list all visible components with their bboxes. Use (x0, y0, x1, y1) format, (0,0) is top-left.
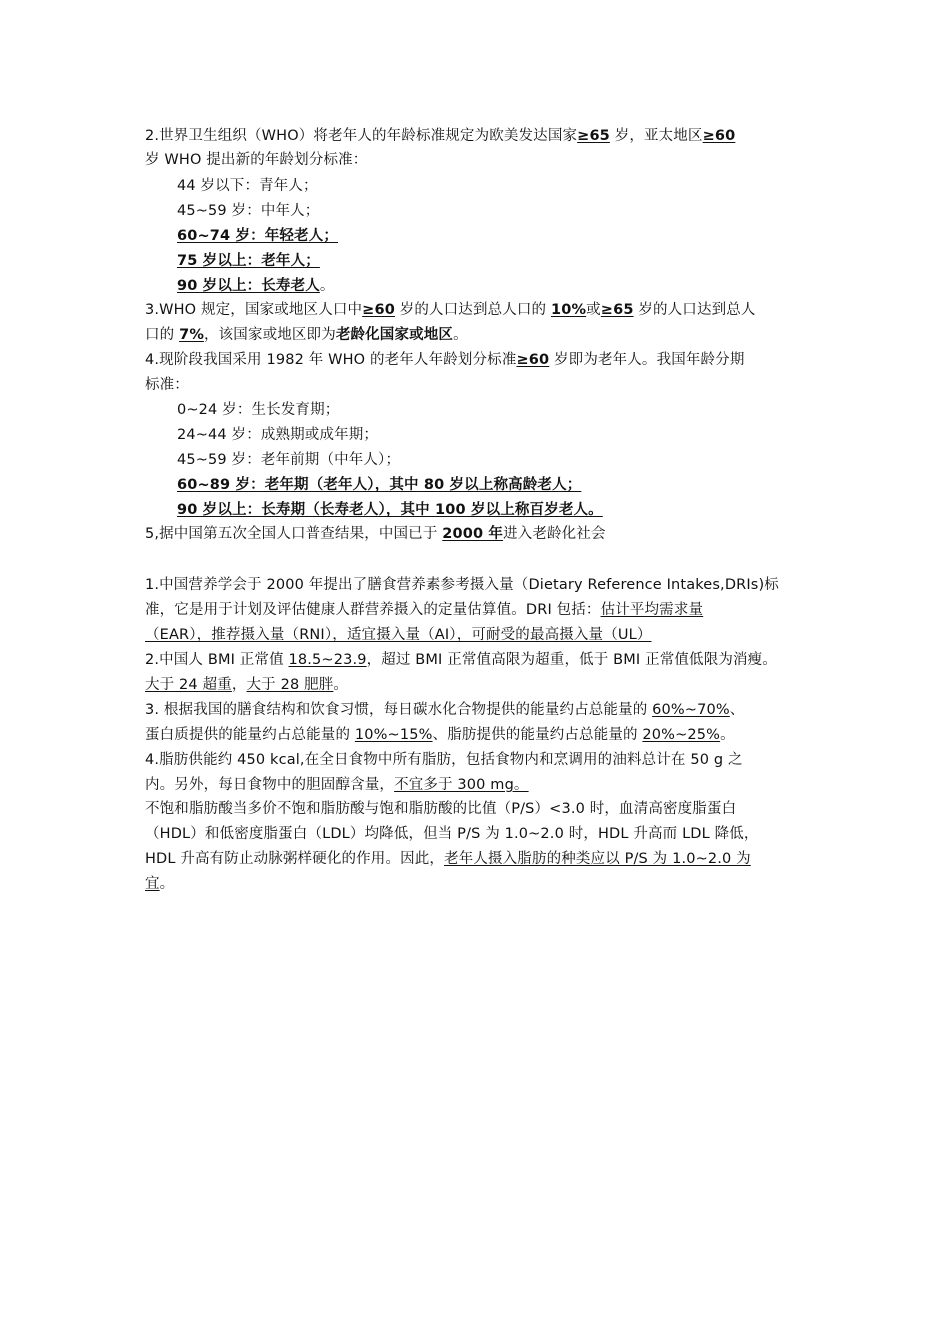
s2-item2-line2: 大于 24 超重，大于 28 肥胖。 (145, 677, 349, 693)
s2-item4-line1: 4.脂肪供能约 450 kcal,在全日食物中所有脂肪，包括食物内和烹调用的油料总计在 50 g 之 (145, 752, 743, 768)
s2-item4-line2: 内。另外，每日食物中的胆固醇含量，不宜多于 300 mg。 (145, 777, 529, 793)
fat-line4: 宜。 (145, 876, 175, 892)
age-row: 60~74 岁：年轻老人； (177, 228, 339, 244)
fat-line1: 不饱和脂肪酸当多价不饱和脂肪酸与饱和脂肪酸的比值（P/S）<3.0 时，血清高密度脂蛋白 (145, 801, 737, 817)
age-row: 60~89 岁：老年期（老年人），其中 80 岁以上称高龄老人； (177, 477, 582, 493)
s2-item2-line1: 2.中国人 BMI 正常值 18.5~23.9，超过 BMI 正常值高限为超重，低于 BMI 正常值低限为消瘦。 (145, 652, 777, 668)
age-row: 75 岁以上：老年人； (177, 253, 320, 269)
fat-line2: （HDL）和低密度脂蛋白（LDL）均降低，但当 P/S 为 1.0~2.0 时，HDL 升高而 LDL 降低， (145, 826, 759, 842)
s1-item4-line1: 4.现阶段我国采用 1982 年 WHO 的老年人年龄划分标准≥60 岁即为老年人。我国年龄分期 (145, 352, 745, 368)
s2-item1-line1: 1.中国营养学会于 2000 年提出了膳食营养素参考摄入量（Dietary Reference Intakes,DRIs)标 (145, 577, 779, 593)
s2-item1-line2: 准，它是用于计划及评估健康人群营养摄入的定量估算值。DRI 包括：估计平均需求量 (145, 602, 704, 618)
fat-line3: HDL 升高有防止动脉粥样硬化的作用。因此，老年人摄入脂肪的种类应以 P/S 为 1.0~2.0 为 (145, 851, 751, 867)
s2-item1-line3: （EAR），推荐摄入量（RNI），适宜摄入量（AI），可耐受的最高摄入量（UL） (145, 627, 652, 643)
s1-item3-line1: 3.WHO 规定，国家或地区人口中≥60 岁的人口达到总人口的 10%或≥65 岁的人口达到总人 (145, 302, 756, 318)
s2-item3-line1: 3. 根据我国的膳食结构和饮食习惯，每日碳水化合物提供的能量约占总能量的 60%~70%、 (145, 702, 745, 718)
age-row: 0~24 岁：生长发育期； (177, 402, 340, 418)
age-row: 24~44 岁：成熟期或成年期； (177, 427, 379, 443)
age-row: 45~59 岁：老年前期（中年人）； (177, 452, 401, 468)
s1-item4-line2: 标准： (145, 377, 189, 393)
age-row: 90 岁以上：长寿期（长寿老人），其中 100 岁以上称百岁老人。 (177, 502, 603, 518)
age-row: 44 岁以下：青年人； (177, 178, 318, 194)
s1-item3-line2: 口的 7%，该国家或地区即为老龄化国家或地区。 (145, 327, 468, 343)
s2-item3-line2: 蛋白质提供的能量约占总能量的 10%~15%、脂肪提供的能量约占总能量的 20%~25%。 (145, 727, 735, 743)
s1-item2-line2: 岁 WHO 提出新的年龄划分标准： (145, 152, 368, 168)
age-row: 90 岁以上：长寿老人。 (177, 278, 335, 294)
age-row: 45~59 岁：中年人； (177, 203, 320, 219)
s1-item2-line1: 2.世界卫生组织（WHO）将老年人的年龄标准规定为欧美发达国家≥65 岁，亚太地区≥60 (145, 128, 736, 144)
s1-item5: 5,据中国第五次全国人口普查结果，中国已于 2000 年进入老龄化社会 (145, 526, 606, 542)
